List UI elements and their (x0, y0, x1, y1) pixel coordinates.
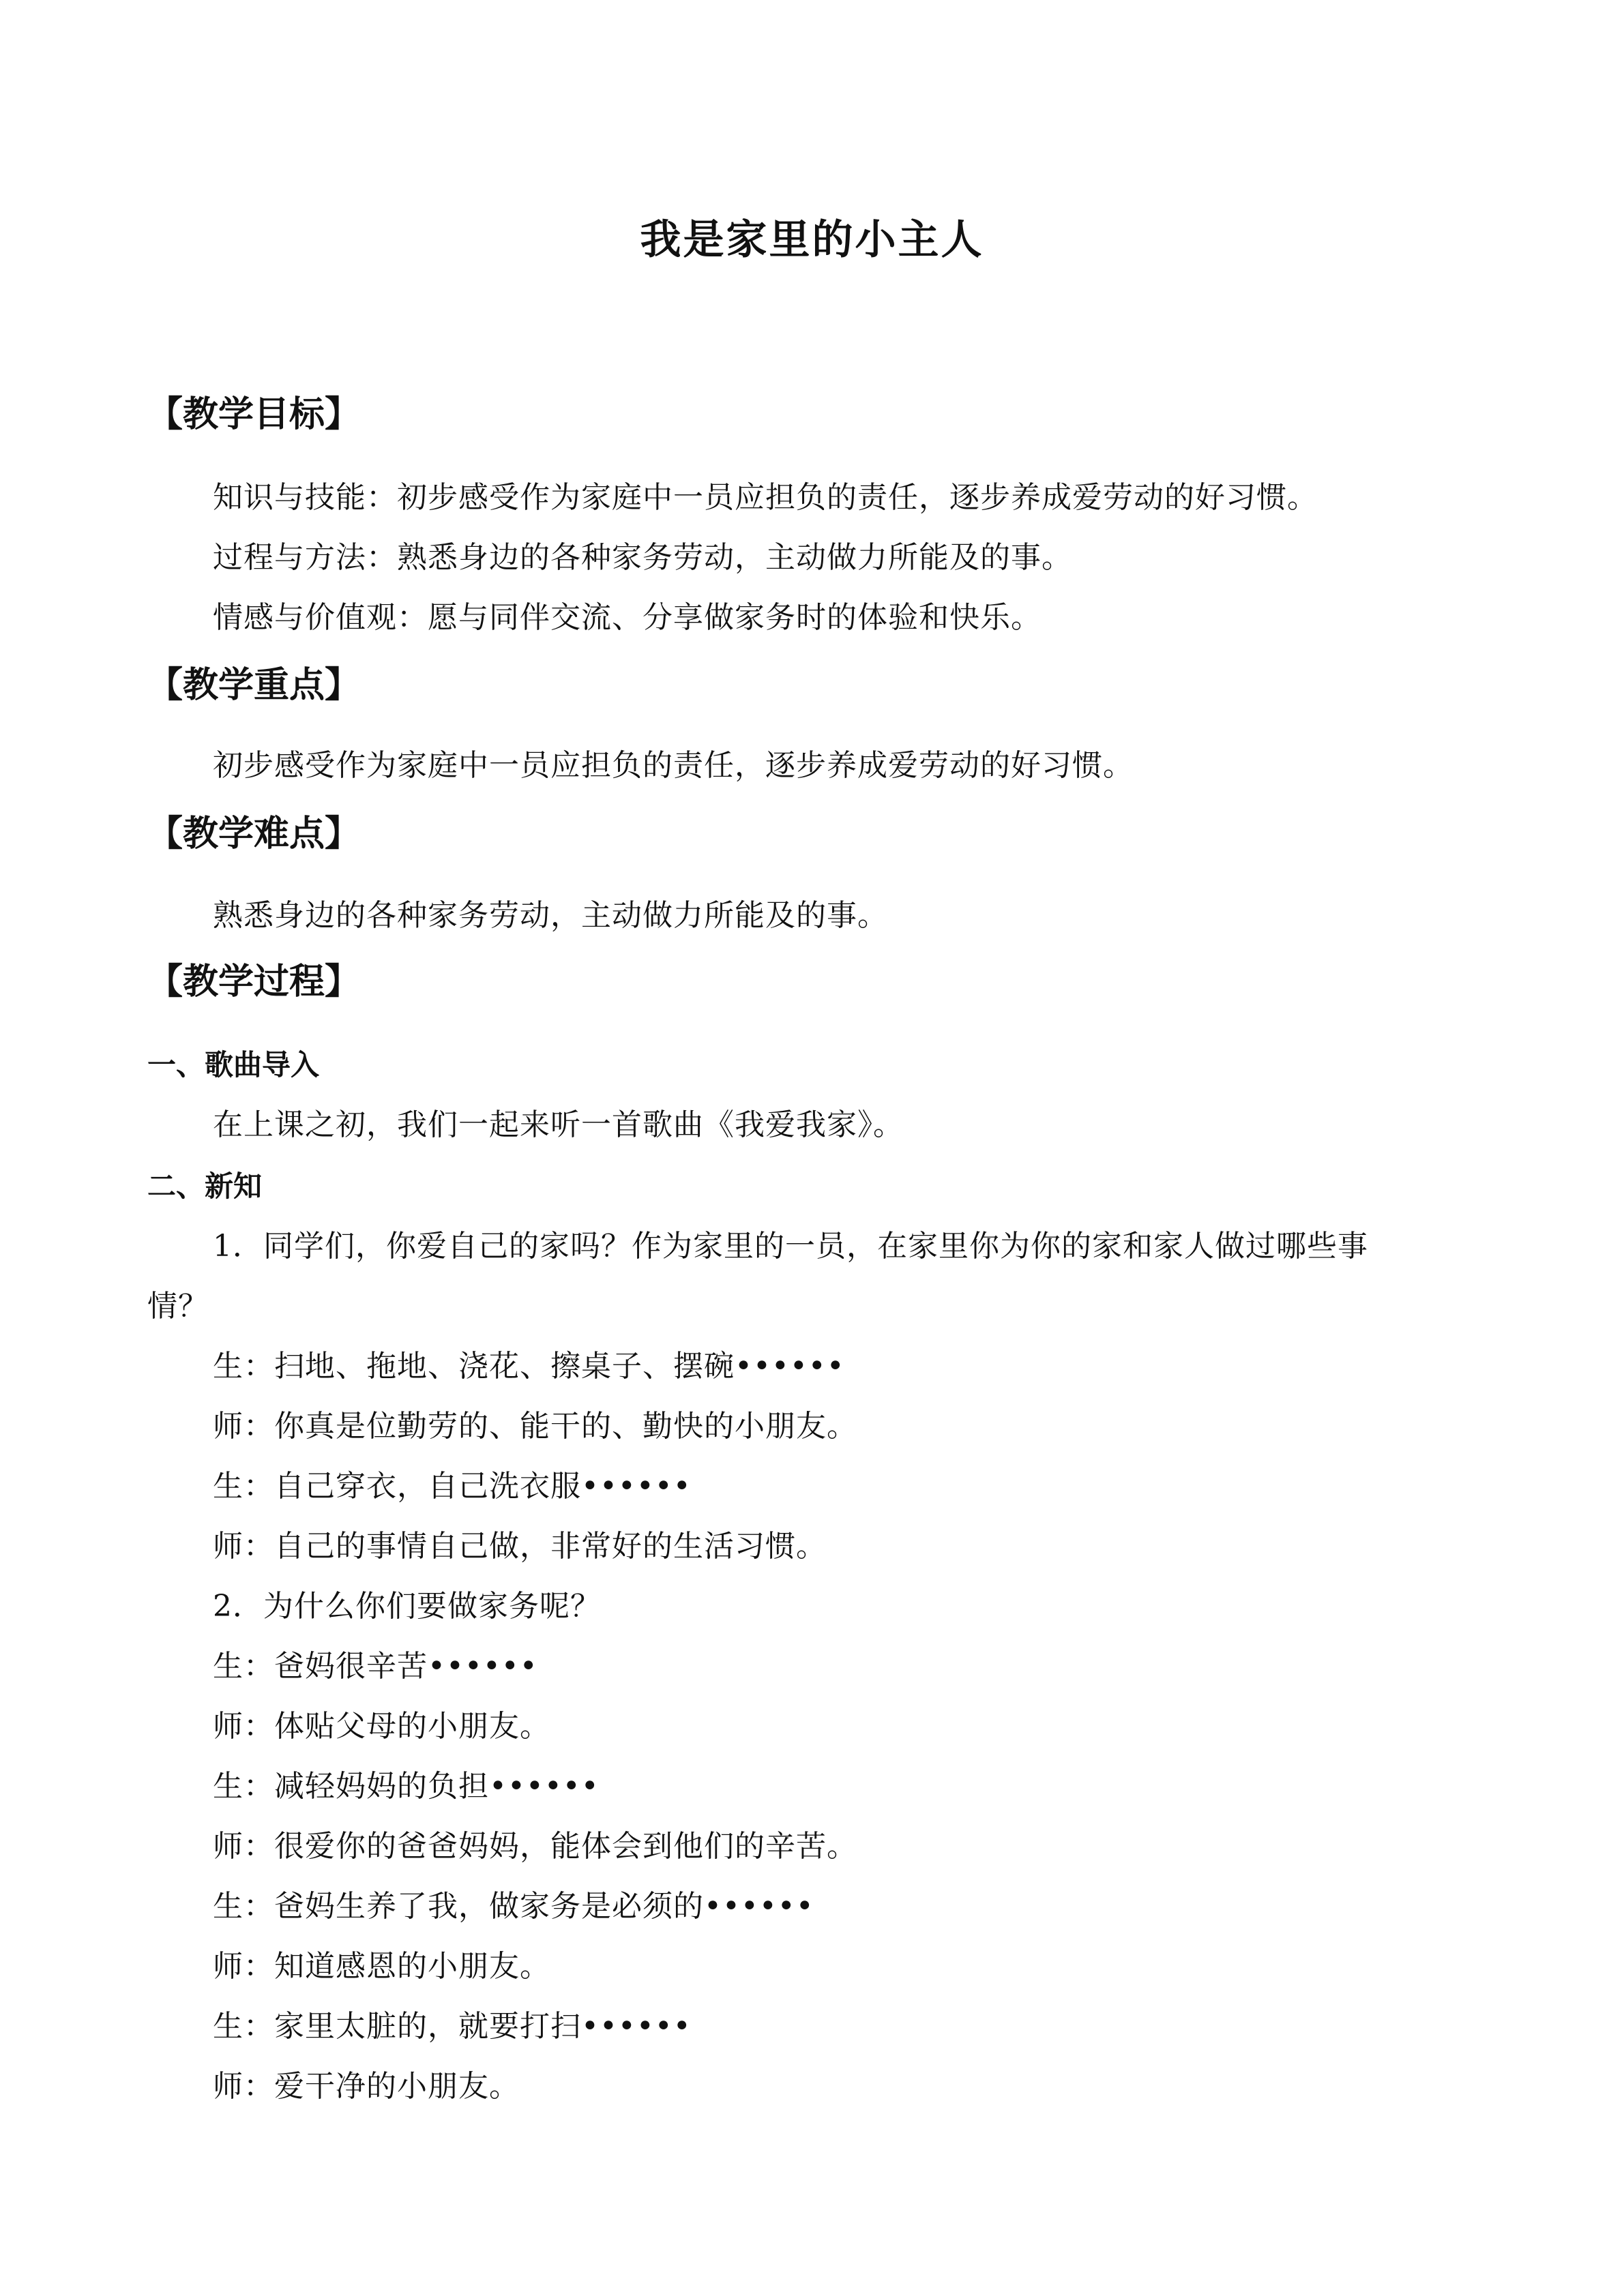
heading-process: 【教学过程】 (147, 961, 361, 1002)
dialogue-line: 生：减轻妈妈的负担•••••• (213, 1769, 600, 1804)
objective-knowledge: 知识与技能：初步感受作为家庭中一员应担负的责任，逐步养成爱劳动的好习惯。 (213, 480, 1318, 515)
objective-emotion: 情感与价值观：愿与同伴交流、分享做家务时的体验和快乐。 (213, 600, 1042, 635)
dialogue-line: 生：自己穿衣，自己洗衣服•••••• (213, 1469, 692, 1504)
question-1-line-2: 情？ (147, 1289, 209, 1324)
song-intro-text: 在上课之初，我们一起来听一首歌曲《我爱我家》。 (213, 1107, 904, 1142)
heading-key-points: 【教学重点】 (147, 665, 361, 706)
subheading-song-intro: 一、歌曲导入 (147, 1048, 320, 1082)
dialogue-line: 师：知道感恩的小朋友。 (213, 1949, 550, 1984)
dialogue-line: 师：爱干净的小朋友。 (213, 2069, 520, 2104)
page-title: 我是家里的小主人 (640, 216, 984, 264)
question-1-line-1: 1．同学们，你爱自己的家吗？作为家里的一员，在家里你为你的家和家人做过哪些事 (213, 1229, 1368, 1264)
heading-difficulties: 【教学难点】 (147, 814, 361, 854)
question-2: 2．为什么你们要做家务呢？ (213, 1589, 601, 1624)
difficulties-text: 熟悉身边的各种家务劳动，主动做力所能及的事。 (213, 898, 888, 933)
key-points-text: 初步感受作为家庭中一员应担负的责任，逐步养成爱劳动的好习惯。 (213, 748, 1134, 783)
dialogue-line: 生：爸妈很辛苦•••••• (213, 1649, 538, 1684)
dialogue-line: 生：家里太脏的，就要打扫•••••• (213, 2009, 692, 2044)
dialogue-line: 师：体贴父母的小朋友。 (213, 1709, 550, 1744)
dialogue-line: 师：你真是位勤劳的、能干的、勤快的小朋友。 (213, 1409, 857, 1444)
heading-objectives: 【教学目标】 (147, 394, 361, 435)
dialogue-line: 师：自己的事情自己做，非常好的生活习惯。 (213, 1529, 827, 1564)
dialogue-line: 师：很爱你的爸爸妈妈，能体会到他们的辛苦。 (213, 1829, 857, 1864)
dialogue-line: 生：扫地、拖地、浇花、擦桌子、摆碗•••••• (213, 1349, 845, 1384)
dialogue-line: 生：爸妈生养了我，做家务是必须的•••••• (213, 1889, 814, 1924)
subheading-new-knowledge: 二、新知 (147, 1169, 263, 1203)
objective-process: 过程与方法：熟悉身边的各种家务劳动，主动做力所能及的事。 (213, 540, 1072, 575)
